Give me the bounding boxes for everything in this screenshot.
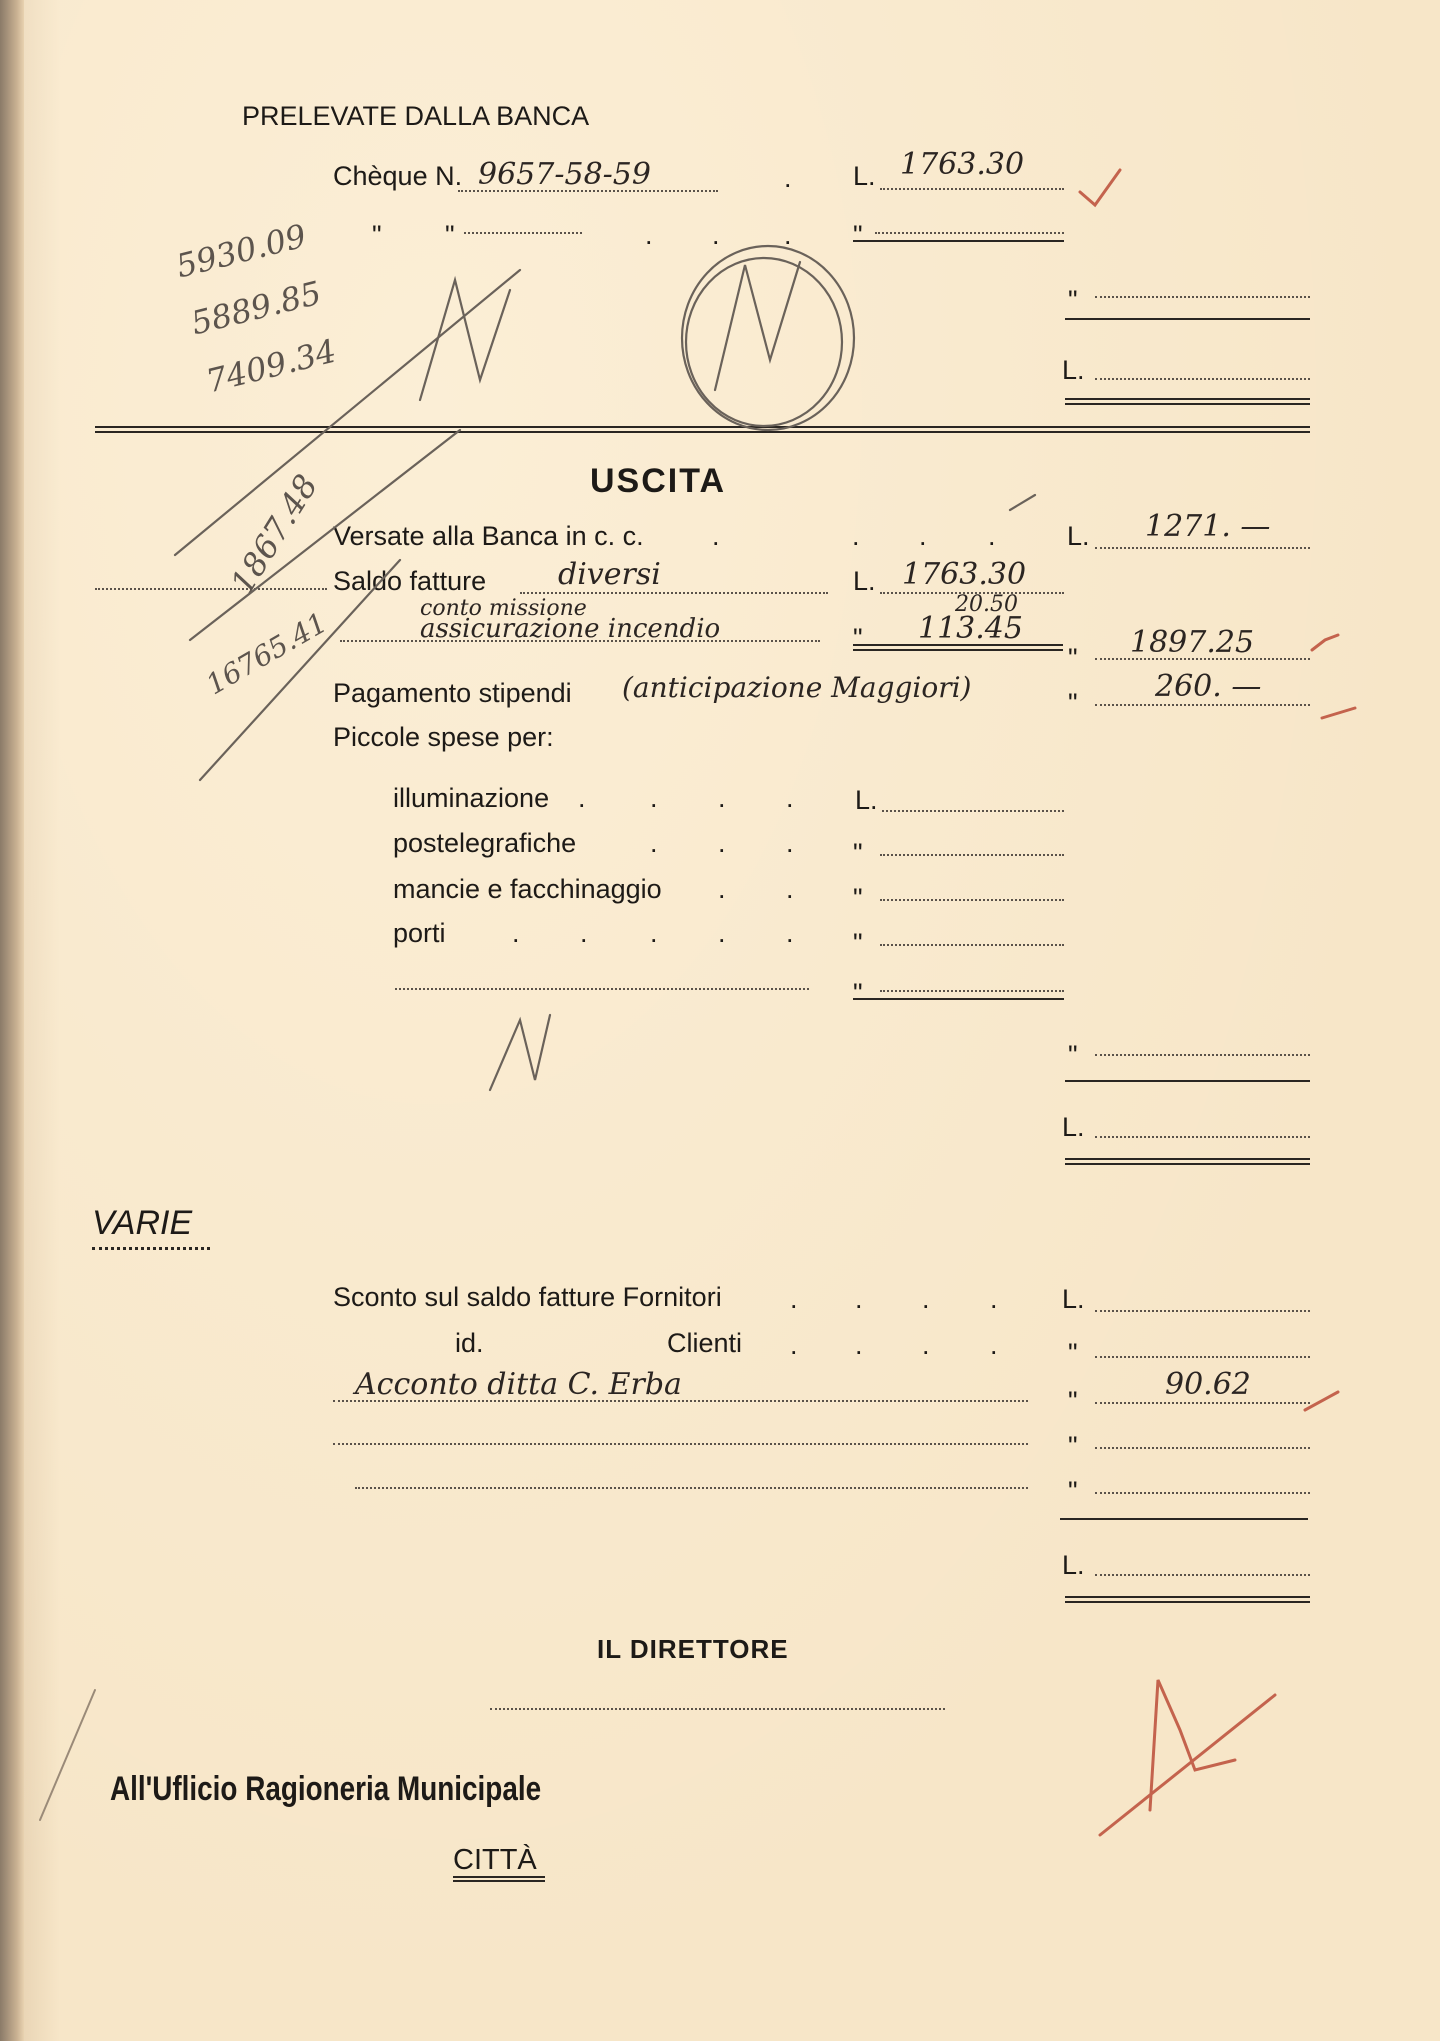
margin-note: 16765.41 bbox=[200, 605, 333, 702]
acconto-handwritten: Acconto ditta C. Erba bbox=[355, 1367, 682, 1402]
piccole-label: Piccole spese per: bbox=[333, 722, 554, 752]
faint-pencil-mark bbox=[40, 1690, 95, 1820]
varie-total-label: L. bbox=[1062, 1550, 1085, 1580]
ditto-mark: " bbox=[853, 928, 863, 958]
prelevate-total-label: L. bbox=[1062, 355, 1085, 385]
document-page: PRELEVATE DALLA BANCA Chèque N. 9657-58-59 . L. 1763.30 " " . . . " " L. 5930.09 5889.85 7409.34 1867.48 16765.41 USCITA Versate alla Banca in c. c. . . . . L. 1271. — Saldo fatture diversi L. 1763.30 conto missione 20.50 assicurazione incendio " 113.45 " 1897.25 Pagamento stipendi (anticipazione Maggiori) " 260. — Piccole spese per: illuminazione . . . . L. postelegrafiche . . . " mancie e facchinaggio . . " porti . . . . . " " " L. VARIE Sconto sul saldo fatture Fornitori . . . . L. id. Clienti . . . . " Acconto ditta C. Erba " 90.62 " " L. IL DIRETTORE All'Uflicio Ragioneria Municipale CITTÀ bbox=[0, 0, 1440, 2041]
stipendi-amount: 260. — bbox=[1155, 669, 1262, 704]
illuminazione-label: illuminazione bbox=[393, 783, 550, 813]
margin-note: 1867.48 bbox=[222, 467, 326, 601]
pencil-stroke bbox=[175, 270, 520, 555]
saldo-handwritten: diversi bbox=[558, 557, 661, 592]
saldo-l-label: L. bbox=[853, 566, 876, 596]
sconto-label: Sconto sul saldo fatture Fornitori bbox=[333, 1282, 722, 1312]
versate-amount: 1271. — bbox=[1145, 509, 1271, 544]
pencil-checkmark bbox=[490, 1015, 550, 1090]
ditto-mark: " bbox=[372, 220, 382, 250]
saldo-sub1-amount: 20.50 bbox=[955, 592, 1018, 617]
ditto-mark: " bbox=[1068, 1338, 1078, 1368]
ditto-mark: " bbox=[853, 883, 863, 913]
prelevate-heading: PRELEVATE DALLA BANCA bbox=[242, 101, 590, 131]
stipendi-label: Pagamento stipendi bbox=[333, 678, 572, 708]
citta-label: CITTÀ bbox=[453, 1844, 537, 1876]
saldo-total: 1897.25 bbox=[1130, 625, 1255, 660]
id-label: id. bbox=[455, 1328, 484, 1358]
versate-label: Versate alla Banca in c. c. bbox=[333, 521, 644, 551]
porti-label: porti bbox=[393, 918, 446, 948]
varie-heading: VARIE bbox=[92, 1204, 193, 1242]
check-mark-icon bbox=[1080, 170, 1120, 205]
ditto-mark: " bbox=[1068, 643, 1078, 673]
postelegrafiche-label: postelegrafiche bbox=[393, 828, 577, 858]
check-mark-icon bbox=[1305, 1392, 1338, 1410]
ditto-mark: " bbox=[1068, 285, 1078, 315]
margin-note: 7409.34 bbox=[202, 331, 340, 401]
mancie-label: mancie e facchinaggio bbox=[393, 874, 662, 904]
initials-mark bbox=[420, 280, 510, 400]
saldo-sub1-text: conto missione bbox=[420, 596, 587, 621]
pencil-stroke bbox=[200, 560, 400, 780]
saldo-amount-1: 1763.30 bbox=[902, 557, 1027, 592]
red-pencil-signature bbox=[1150, 1680, 1235, 1810]
tick-mark bbox=[1010, 495, 1035, 510]
ditto-mark: " bbox=[1068, 1431, 1078, 1461]
sconto-l-label: L. bbox=[1062, 1284, 1085, 1314]
ditto-mark: " bbox=[1068, 1386, 1078, 1416]
acconto-amount: 90.62 bbox=[1165, 1367, 1251, 1402]
clienti-label: Clienti bbox=[667, 1328, 743, 1358]
ditto-mark: " bbox=[1068, 688, 1078, 718]
margin-note: 5889.85 bbox=[187, 273, 325, 343]
uscita-heading: USCITA bbox=[590, 462, 727, 500]
ditto-mark: " bbox=[1068, 1476, 1078, 1506]
stipendi-handwritten: (anticipazione Maggiori) bbox=[622, 671, 972, 704]
illuminazione-l: L. bbox=[855, 785, 878, 815]
ufficio-address: All'Uflicio Ragioneria Municipale bbox=[110, 1770, 542, 1808]
cheque-numbers: 9657-58-59 bbox=[478, 157, 651, 192]
ditto-mark: " bbox=[853, 978, 863, 1008]
ditto-mark: " bbox=[445, 220, 455, 250]
cheque-label: Chèque N. bbox=[333, 161, 463, 191]
uscita-total-label: L. bbox=[1062, 1112, 1085, 1142]
ditto-mark: " bbox=[853, 220, 863, 250]
red-pencil-signature bbox=[1100, 1695, 1275, 1835]
check-mark-icon bbox=[1312, 635, 1338, 650]
check-mark-icon bbox=[1322, 708, 1355, 718]
saldo-sub2-text: assicurazione incendio bbox=[420, 614, 721, 644]
stamp-circle-inner bbox=[686, 258, 842, 426]
versate-l-label: L. bbox=[1067, 521, 1090, 551]
ditto-mark: " bbox=[1068, 1040, 1078, 1070]
cheque-l-label: L. bbox=[853, 161, 876, 191]
direttore-label: IL DIRETTORE bbox=[597, 1634, 789, 1664]
saldo-label: Saldo fatture bbox=[333, 566, 487, 596]
ditto-mark: " bbox=[853, 838, 863, 868]
ditto-mark: " bbox=[853, 623, 863, 653]
saldo-sub2-amount: 113.45 bbox=[918, 611, 1023, 646]
pencil-stroke bbox=[190, 430, 460, 640]
stamp-monogram bbox=[715, 262, 800, 390]
stamp-circle bbox=[682, 246, 854, 430]
cheque-amount: 1763.30 bbox=[900, 147, 1025, 182]
margin-note: 5930.09 bbox=[172, 216, 310, 286]
